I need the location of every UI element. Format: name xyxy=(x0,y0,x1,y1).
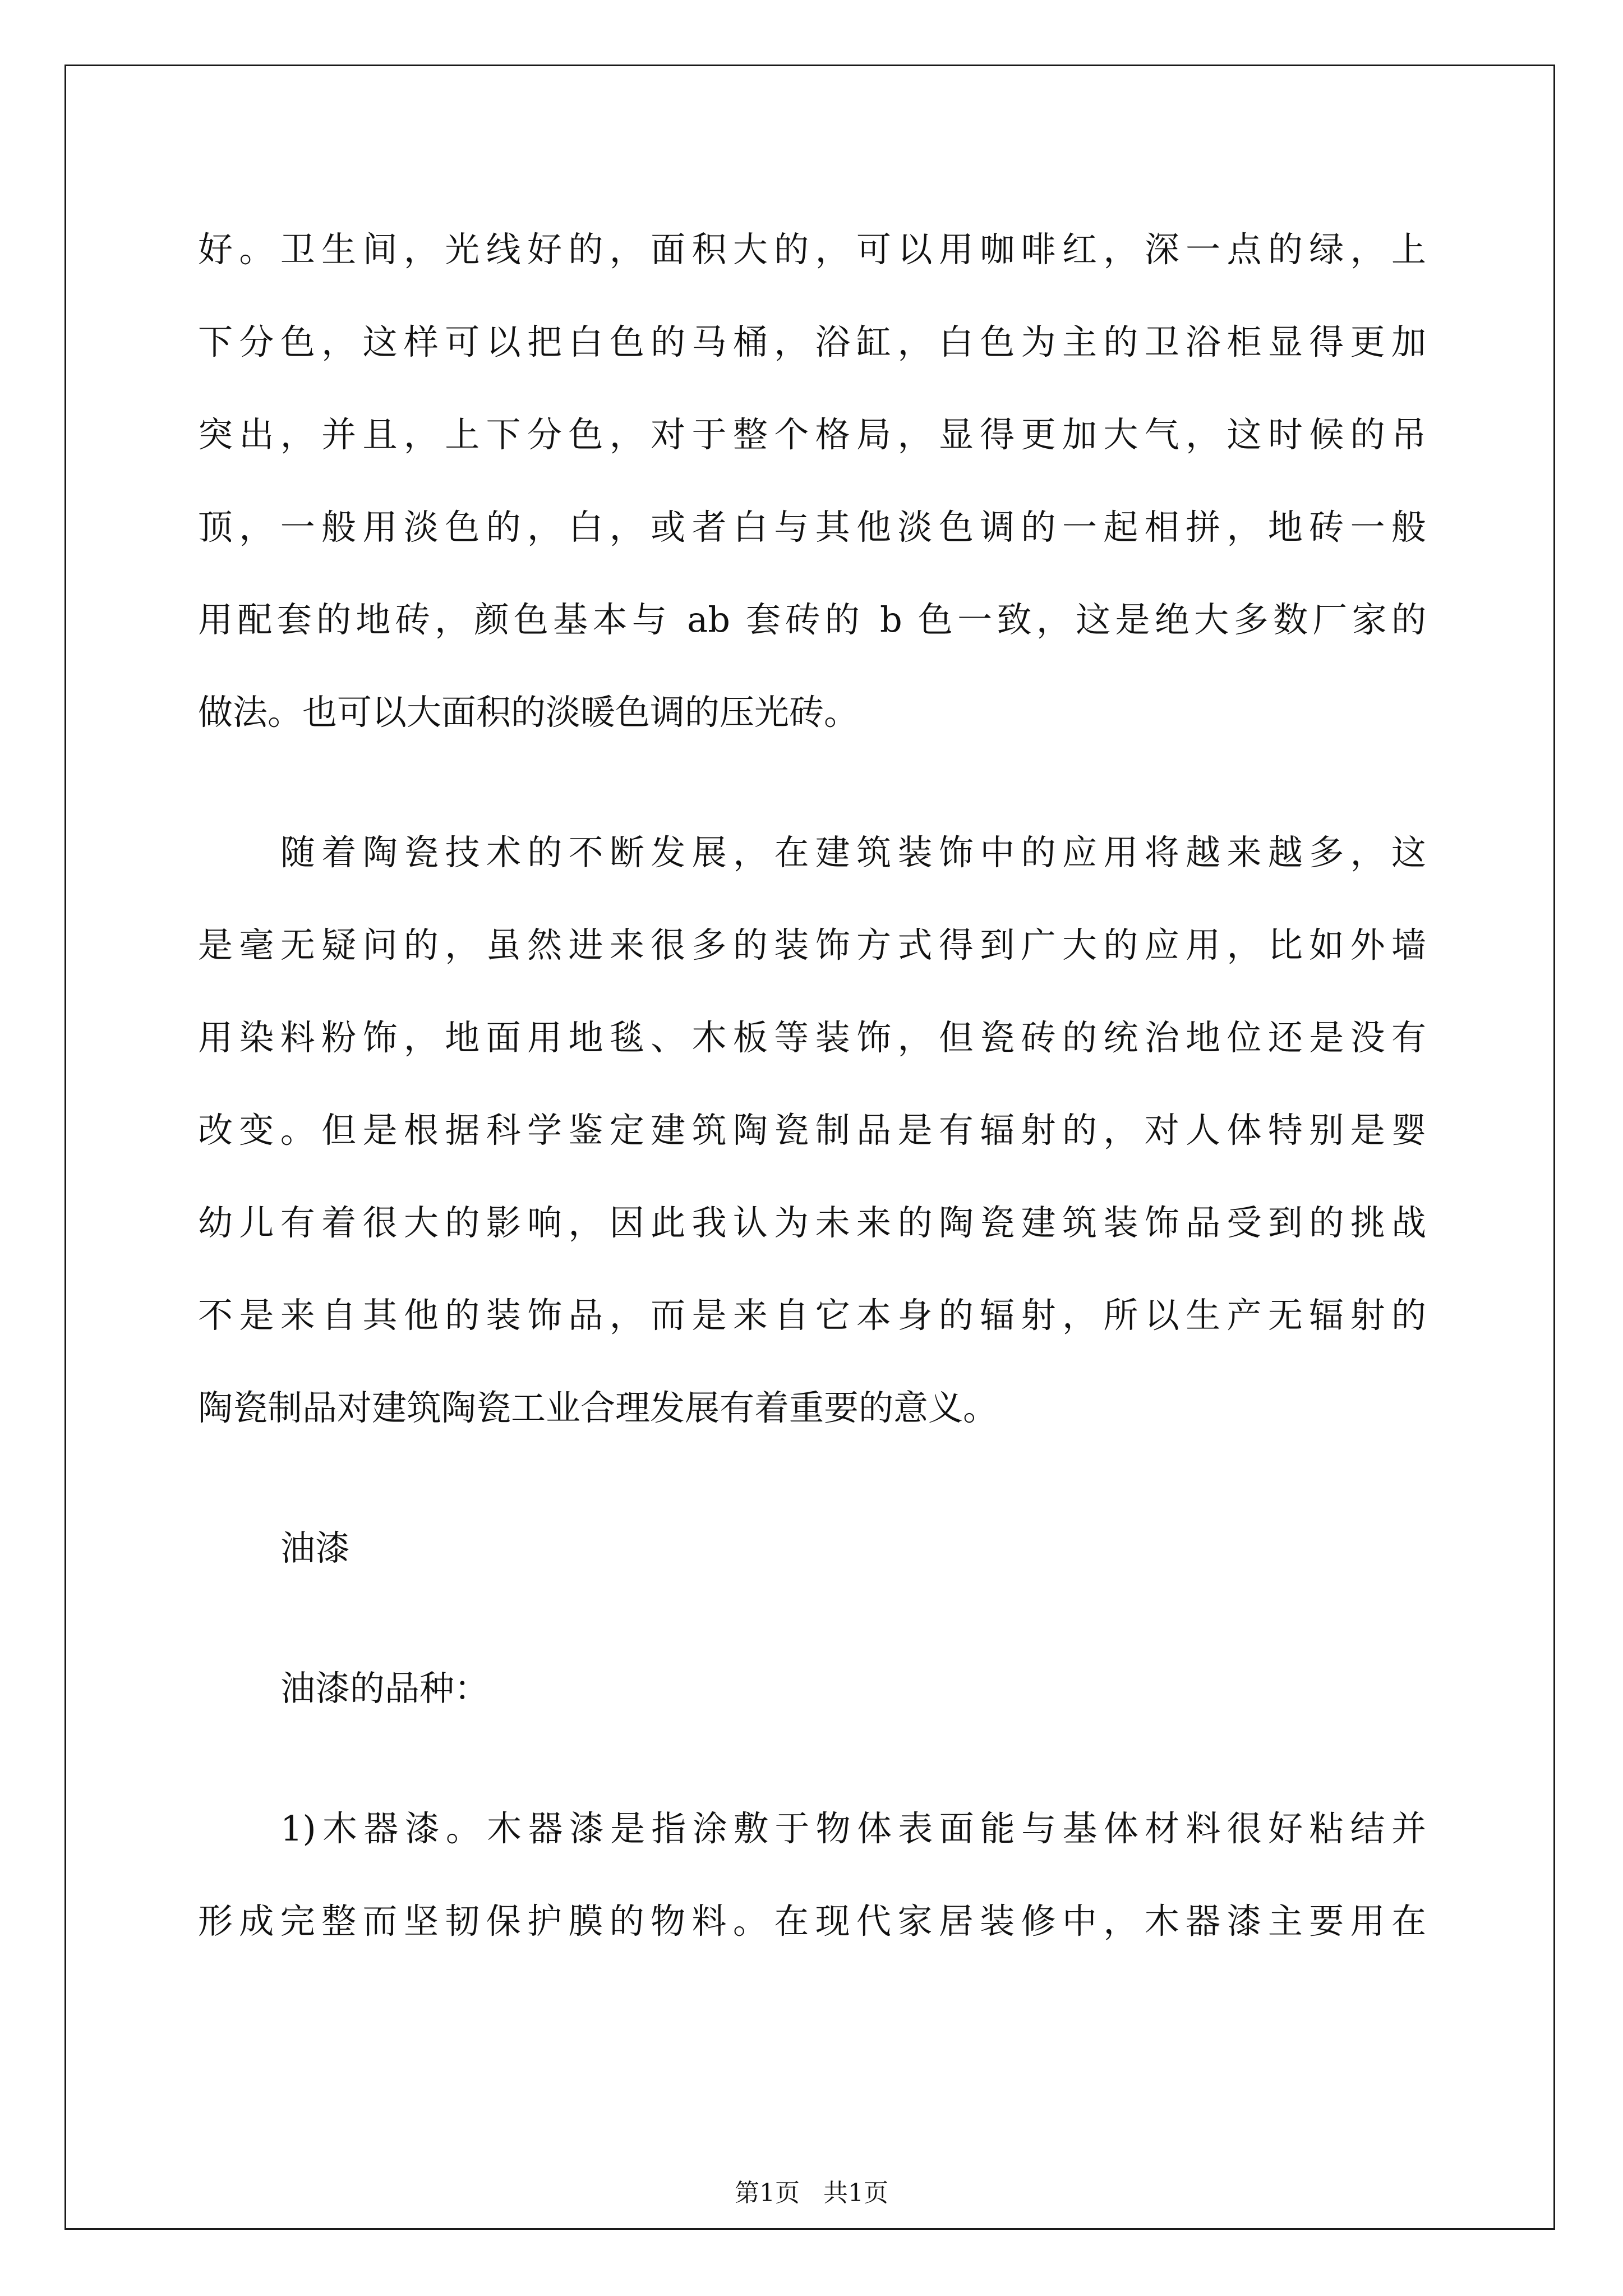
section-heading: 油漆 xyxy=(280,1527,351,1568)
paragraph-line: 形成完整而坚韧保护膜的物料。在现代家居装修中，木器漆主要用在 xyxy=(198,1901,1426,1941)
paragraph-line: 改变。但是根据科学鉴定建筑陶瓷制品是有辐射的，对人体特别是婴 xyxy=(198,1110,1426,1151)
paragraph-line: 用染料粉饰，地面用地毯、木板等装饰，但瓷砖的统治地位还是没有 xyxy=(198,1017,1426,1058)
paragraph-line: 1)木器漆。木器漆是指涂敷于物体表面能与基体材料很好粘结并 xyxy=(280,1808,1426,1849)
paragraph-line: 下分色，这样可以把白色的马桶，浴缸，白色为主的卫浴柜显得更加 xyxy=(198,321,1426,362)
paragraph-line: 随着陶瓷技术的不断发展，在建筑装饰中的应用将越来越多，这 xyxy=(280,832,1426,873)
paragraph-line: 是毫无疑问的，虽然进来很多的装饰方式得到广大的应用，比如外墙 xyxy=(198,924,1426,965)
paragraph-line: 突出，并且，上下分色，对于整个格局，显得更加大气，这时候的吊 xyxy=(198,414,1426,455)
paragraph-line: 陶瓷制品对建筑陶瓷工业合理发展有着重要的意义。 xyxy=(198,1387,998,1428)
paragraph-line: 幼儿有着很大的影响，因此我认为未来的陶瓷建筑装饰品受到的挑战 xyxy=(198,1202,1426,1243)
paragraph-line: 不是来自其他的装饰品，而是来自它本身的辐射，所以生产无辐射的 xyxy=(198,1295,1426,1336)
paragraph-line: 顶，一般用淡色的，白，或者白与其他淡色调的一起相拼，地砖一般 xyxy=(198,507,1426,547)
section-subheading: 油漆的品种： xyxy=(280,1668,490,1709)
paragraph-line: 好。卫生间，光线好的，面积大的，可以用咖啡红，深一点的绿，上 xyxy=(198,229,1426,270)
paragraph-line: 用配套的地砖，颜色基本与 ab 套砖的 b 色一致，这是绝大多数厂家的 xyxy=(198,599,1426,640)
paragraph-line: 做法。也可以大面积的淡暖色调的压光砖。 xyxy=(198,692,859,733)
page-footer: 第1页 共1页 xyxy=(735,2179,888,2207)
